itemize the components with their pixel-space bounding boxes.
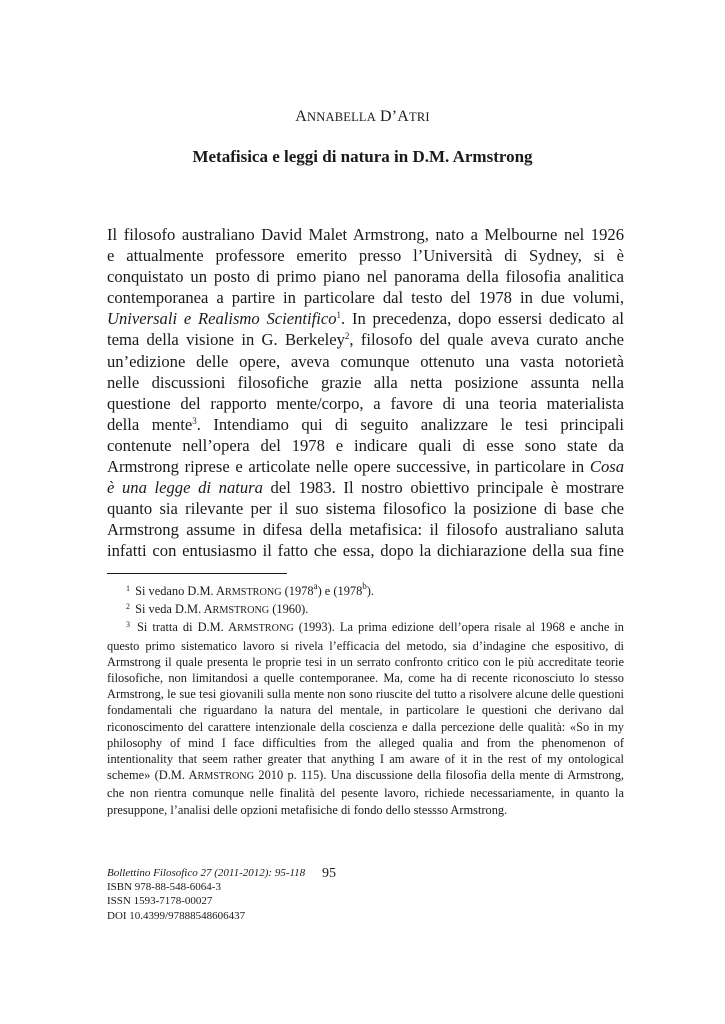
body-line: un’edizione delle opere, aveva comunque ottenuto una vasta notorietà: [107, 351, 624, 371]
footnote-1: $^1$ Si vedano D.M. ARMSTRONG (1978$^a$) e (1978$^b$).: [126, 581, 375, 598]
body-line: conquistato un posto di primo piano nel panorama della filosofia analitica: [107, 267, 624, 287]
body-line: nelle discussioni filosofiche grazie alla netta posizione assunta nella: [107, 372, 624, 392]
footnote-2: $^2$ Si veda D.M. ARMSTRONG (1960).: [126, 602, 309, 617]
body-line: infatti con entusiasmo il fatto che essa, dopo la dichiarazione della sua fine: [107, 541, 624, 561]
body-line: contemporanea a partire in particolare dal testo del 1978 in due volumi,: [107, 288, 624, 308]
article-title: Metafisica e leggi di natura in D.M. Armstrong: [192, 147, 533, 166]
footnote-3: $^3$ Si tratta di D.M. ARMSTRONG (1993). La prima edizione dell’opera risale al 1968 e anche in questo primo sistematico lavoro si rivela l’efficacia del metodo, sia d’indagine che espositivo, di Armstrong il quale presenta le proprie tesi in un serrato confronto critico con le più accreditate teorie filosofiche, non limitandosi a quelle contemporanee. Ma, come ha di recente riconosciuto lo stesso Armstrong, le sue tesi giovanili sulla mente non sono riuscite del tutto a risolvere alcune delle questioni fondamentali che riguardano la natura del mentale, in particolare le questioni che derivano dal riconoscimento del carattere intenzionale della coscienza e dalla percezione delle qualità: «So in my philosophy of mind I face difficulties from the alleged qualia and from the phenomenon of intentionality that seem rather greater that anything I am aware of it in the rest of my ontological scheme» (D.M. ARMSTRONG 2010 p. 115). Una discussione della filosofia della mente di Armstrong, che non rientra comunque nelle finalità del pesente lavoro, richiede necessariamente, in quanto la presuppone, l’analisi delle opzioni metafisiche di fondo dello stessso Armstrong.: [107, 620, 624, 817]
isbn: ISBN 978-88-548-6064-3: [107, 881, 221, 894]
doi[interactable]: DOI 10.4399/97888548606437: [107, 909, 246, 922]
footnote-divider: [107, 573, 287, 574]
footnote-ref-1[interactable]: 1: [336, 310, 342, 321]
body-line: Il filosofo australiano David Malet Armstrong, nato a Melbourne nel 1926: [107, 225, 624, 244]
body-line: della mente$^3$. Intendiamo qui di seguito analizzare le tesi principali: [107, 414, 624, 434]
body-line: è una legge di natura del 1983. Il nostro obiettivo principale è mostrare: [107, 478, 624, 498]
body-line: e attualmente professore emerito presso l’Università di Sydney, si è: [107, 246, 624, 266]
author-name: ANNABELLA D’ATRI: [295, 108, 430, 125]
footnote-ref-3[interactable]: 3: [192, 415, 197, 426]
body-line: Universali e Realismo Scientifico$^1$. In precedenza, dopo essersi dedicato al: [107, 309, 624, 329]
body-line: questione del rapporto mente/corpo, a favore di una teoria materialista: [107, 393, 624, 413]
page-number: 95: [322, 866, 336, 881]
issn: ISSN 1593-7178-00027: [107, 895, 213, 908]
body-text: [107, 224, 624, 562]
body-line: Armstrong assume in difesa della metafisica: il filosofo australiano saluta: [107, 520, 624, 540]
journal-citation: Bollettino Filosofico 27 (2011-2012): 95-118: [107, 867, 306, 879]
body-line: quanto sia rilevante per il suo sistema filosofico la posizione di base che: [107, 499, 624, 519]
footnotes: [107, 583, 624, 818]
book-title-italic: Cosa: [589, 457, 624, 477]
body-line: Armstrong riprese e articolate nelle opere successive, in particolare in Cosa: [107, 457, 624, 477]
publication-info: [107, 866, 624, 923]
footnote-ref-2[interactable]: 2: [344, 331, 350, 342]
book-title-italic: Universali e Realismo Scientifico: [107, 309, 337, 329]
body-line: contenute nell’opera del 1978 e indicare quali di esse sono state da: [107, 435, 624, 455]
book-title-italic: è una legge di natura: [107, 478, 263, 498]
body-line: tema della visione in G. Berkeley$^2$, filosofo del quale aveva curato anche: [107, 330, 624, 350]
